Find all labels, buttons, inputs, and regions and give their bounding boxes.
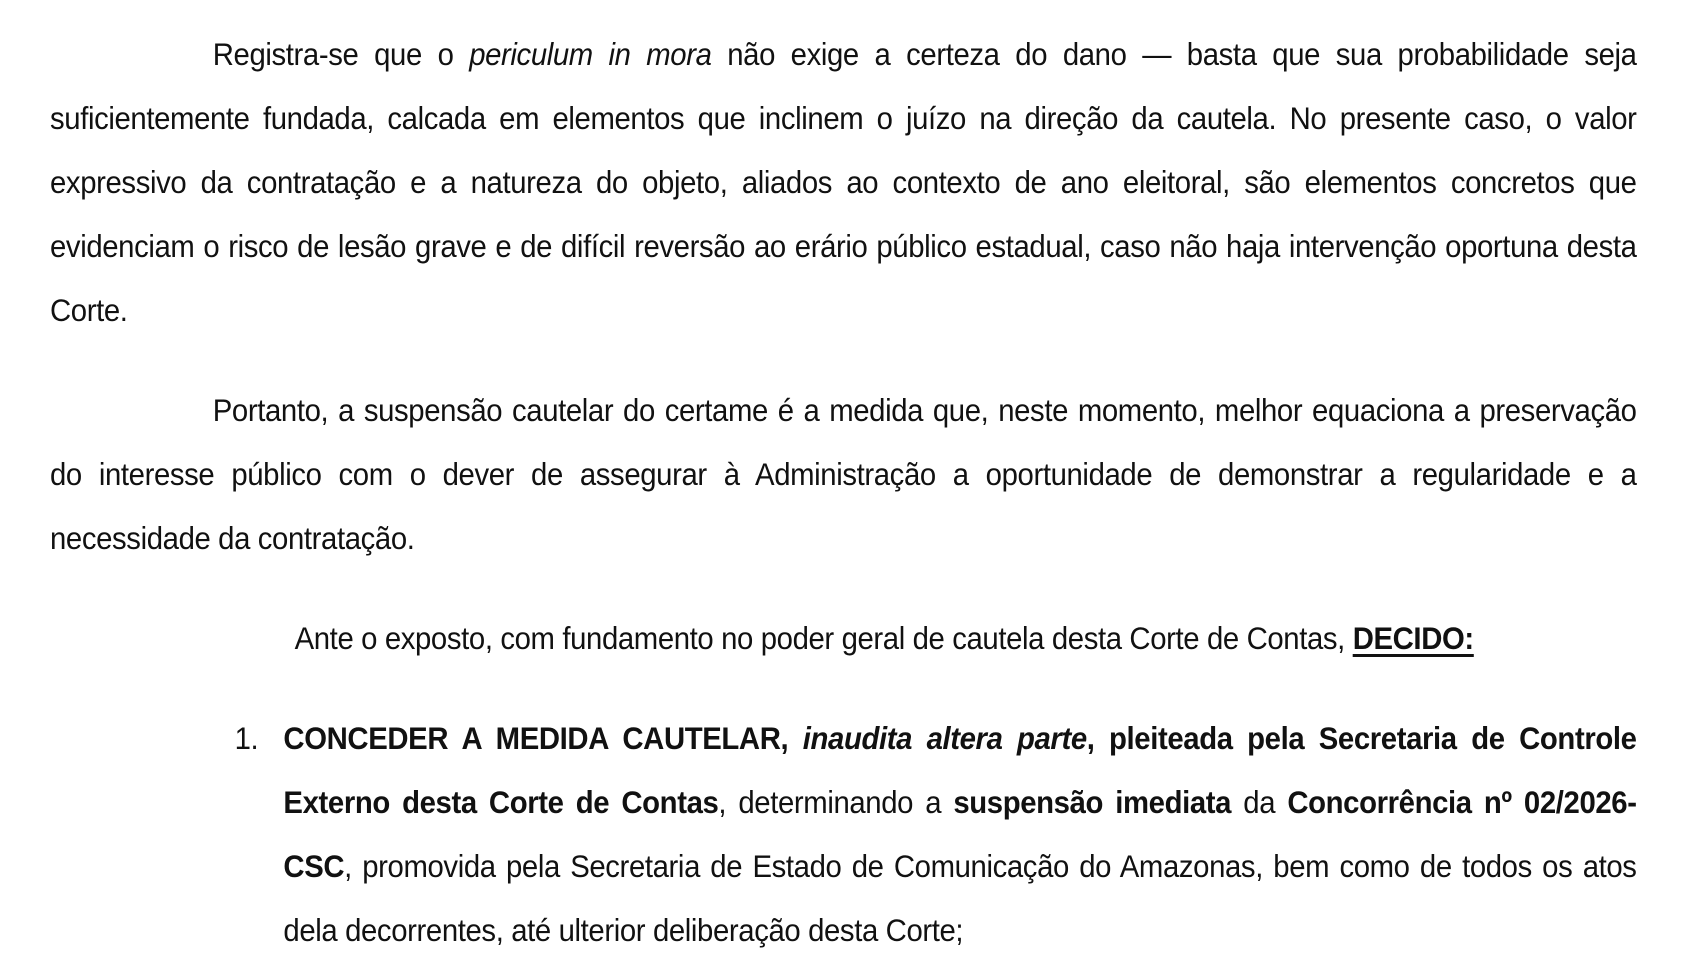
list-item-number: 1. [234,720,259,756]
decide-keyword: DECIDO: [1352,620,1474,656]
item-bold-italic: inaudita altera parte [802,720,1087,756]
item-bold-2: , pleiteada pela Secretaria de Controle Externo desta Corte de Contas [283,720,1637,820]
decide-text: Ante o exposto, com fundamento no poder geral de cautela desta Corte de Contas, [294,620,1353,656]
item-text-3: , promovida pela Secretaria de Estado de Comunicação do Amazonas, bem como de todos os atos dela decorrentes, até ulterior deliberação desta Corte; [283,848,1637,948]
paragraph-periculum [50,22,1637,342]
document-page [50,22,1637,962]
item-bold-4: Concorrência nº 02/2026-CSC [283,784,1637,884]
decide-line [50,606,1692,670]
item-bold-3: suspensão imediata [953,784,1232,820]
p1-text-start: Registra-se que o [212,36,470,72]
list-item-body [283,706,1636,962]
list-item [50,706,1637,962]
paragraph-portanto: Portanto, a suspensão cautelar do certame é a medida que, neste momento, melhor equaciona a preservação do interesse público com o dever de assegurar à Administração a oportunidade de demonstrar a regularidade e a necessidade da contratação. [50,392,1637,556]
item-space [788,720,802,756]
p1-text-rest: não exige a certeza do dano — basta que sua probabilidade seja suficientemente fundada, calcada em elementos que inclinem o juízo na direção da cautela. No presente caso, o valor expressivo da contratação e a natureza do objeto, aliados ao contexto de ano eleitoral, são elementos concretos que evidenciam o risco de lesão grave e de difícil reversão ao erário público estadual, caso não haja intervenção oportuna desta Corte. [50,36,1637,328]
p1-italic-term: periculum in mora [469,36,712,72]
item-bold-1: CONCEDER A MEDIDA CAUTELAR, [283,720,789,756]
item-text-1: , determinando a [718,784,954,820]
item-text-2: da [1231,784,1288,820]
